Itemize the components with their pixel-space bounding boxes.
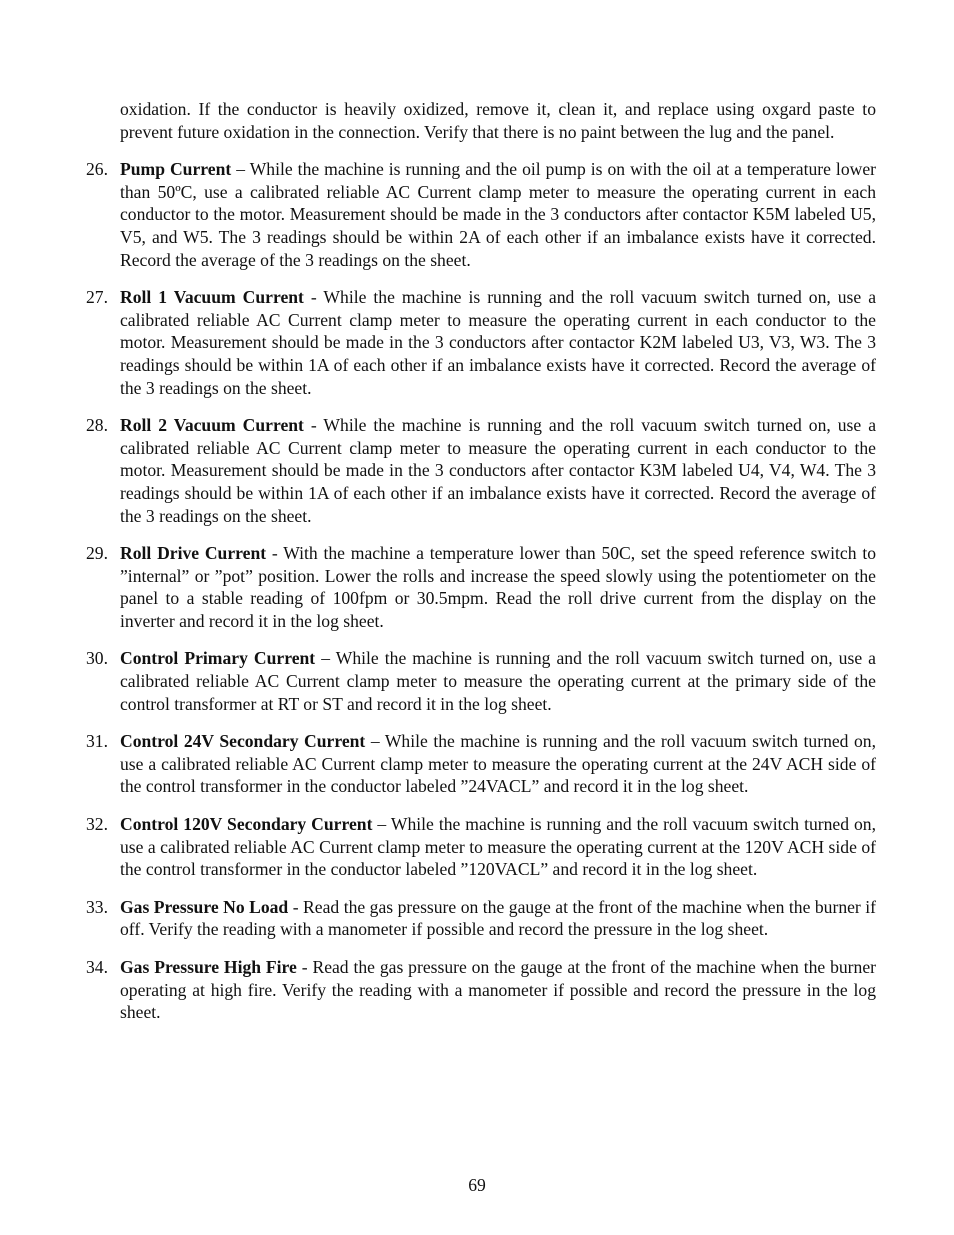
item-paragraph: [120, 647, 876, 715]
item-paragraph: [120, 158, 876, 271]
item-title: Gas Pressure No Load: [120, 896, 289, 917]
item-title: Control 120V Secondary Current: [120, 814, 373, 835]
item-paragraph: [120, 813, 876, 881]
list-item-26: [86, 158, 876, 271]
item-number: 26.: [86, 159, 108, 180]
item-title: Gas Pressure High Fire: [120, 957, 297, 977]
list-item-34: [86, 956, 876, 1024]
item-number: 31.: [86, 731, 108, 752]
item-text: – While the machine is running and the roll vacuum switch turned on, use a calibrated reliable AC Current clamp meter to measure the operating current at the primary side of the control transformer at RT or ST and record it in the log sheet.: [120, 648, 876, 714]
item-paragraph: [120, 414, 876, 527]
item-paragraph: [120, 956, 876, 1024]
intro-paragraph: oxidation. If the conductor is heavily oxidized, remove it, clean it, and replace using oxgard paste to prevent future oxidation in the connection. Verify that there is no paint between the lug and the panel.: [120, 99, 876, 142]
list-item-31: [86, 730, 876, 798]
list-item-30: [86, 647, 876, 715]
item-number: 28.: [86, 415, 108, 436]
page-number: 69: [468, 1175, 486, 1195]
item-text: - While the machine is running and the roll vacuum switch turned on, use a calibrated reliable AC Current clamp meter to measure the operating current in each conductor to the motor. Measurement should be made in the 3 conductors after contactor K3M labeled U4, V4, W4. The 3 readings should be within 1A of each other if an imbalance exists have it corrected. Record the average of the 3 readings on the sheet.: [120, 415, 877, 526]
item-title: Pump Current: [120, 159, 232, 180]
item-text: - Read the gas pressure on the gauge at the front of the machine when the burner operating at high fire. Verify the reading with a manometer if possible and record the pressure in the log sheet.: [120, 957, 876, 1023]
item-title: Control Primary Current: [120, 648, 316, 669]
item-number: 27.: [86, 287, 108, 308]
item-number: 30.: [86, 648, 108, 669]
item-text: – While the machine is running and the roll vacuum switch turned on, use a calibrated reliable AC Current clamp meter to measure the operating current at the 120V ACH side of the control transformer in the conductor labeled ”120VACL” and record it in the log sheet.: [120, 814, 876, 880]
item-paragraph: [120, 896, 876, 941]
list-item-28: [86, 414, 877, 527]
document-body: [86, 98, 877, 1039]
item-paragraph: [120, 542, 876, 632]
item-number: 33.: [86, 896, 108, 917]
item-number: 34.: [86, 957, 108, 977]
item-text: - While the machine is running and the roll vacuum switch turned on, use a calibrated reliable AC Current clamp meter to measure the operating current in each conductor to the motor. Measurement should be made in the 3 conductors after contactor K2M labeled U3, V3, W3. The 3 readings should be within 1A of each other if an imbalance exists have it corrected. Record the average of the 3 readings on the sheet.: [120, 287, 877, 398]
item-text: – While the machine is running and the roll vacuum switch turned on, use a calibrated reliable AC Current clamp meter to measure the operating current at the 24V ACH side of the control transformer in the conductor labeled ”24VACL” and record it in the log sheet.: [120, 731, 876, 797]
item-number: 32.: [86, 814, 108, 835]
item-text: – While the machine is running and the oil pump is on with the oil at a temperature lower than 50ºC, use a calibrated reliable AC Current clamp meter to measure the operating current in each conductor to the motor. Measurement should be made in the 3 conductors after contactor K5M labeled U5, V5, and W5. The 3 readings should be within 2A of each other if an imbalance exists have it corrected. Record the average of the 3 readings on the sheet.: [120, 159, 876, 270]
item-text: - With the machine a temperature lower than 50C, set the speed reference switch to ”internal” or ”pot” position. Lower the rolls and increase the speed slowly using the potentiometer on the panel to a stable reading of 100fpm or 30.5mpm. Read the roll drive current from the display on the inverter and record it in the log sheet.: [120, 543, 877, 631]
item-paragraph: [120, 730, 876, 798]
list-item-32: [86, 813, 876, 881]
item-text: - Read the gas pressure on the gauge at the front of the machine when the burner if off. Verify the reading with a manometer if possible and record the pressure in the log sheet.: [120, 896, 877, 940]
item-paragraph: [120, 286, 876, 399]
list-item-27: [86, 286, 877, 399]
list-item-29: [86, 542, 877, 632]
item-title: Control 24V Secondary Current: [120, 731, 366, 752]
item-title: Roll 1 Vacuum Current: [120, 287, 304, 308]
item-title: Roll 2 Vacuum Current: [120, 415, 304, 436]
item-number: 29.: [86, 543, 108, 564]
item-title: Roll Drive Current: [120, 543, 267, 564]
list-item-33: [86, 896, 877, 941]
